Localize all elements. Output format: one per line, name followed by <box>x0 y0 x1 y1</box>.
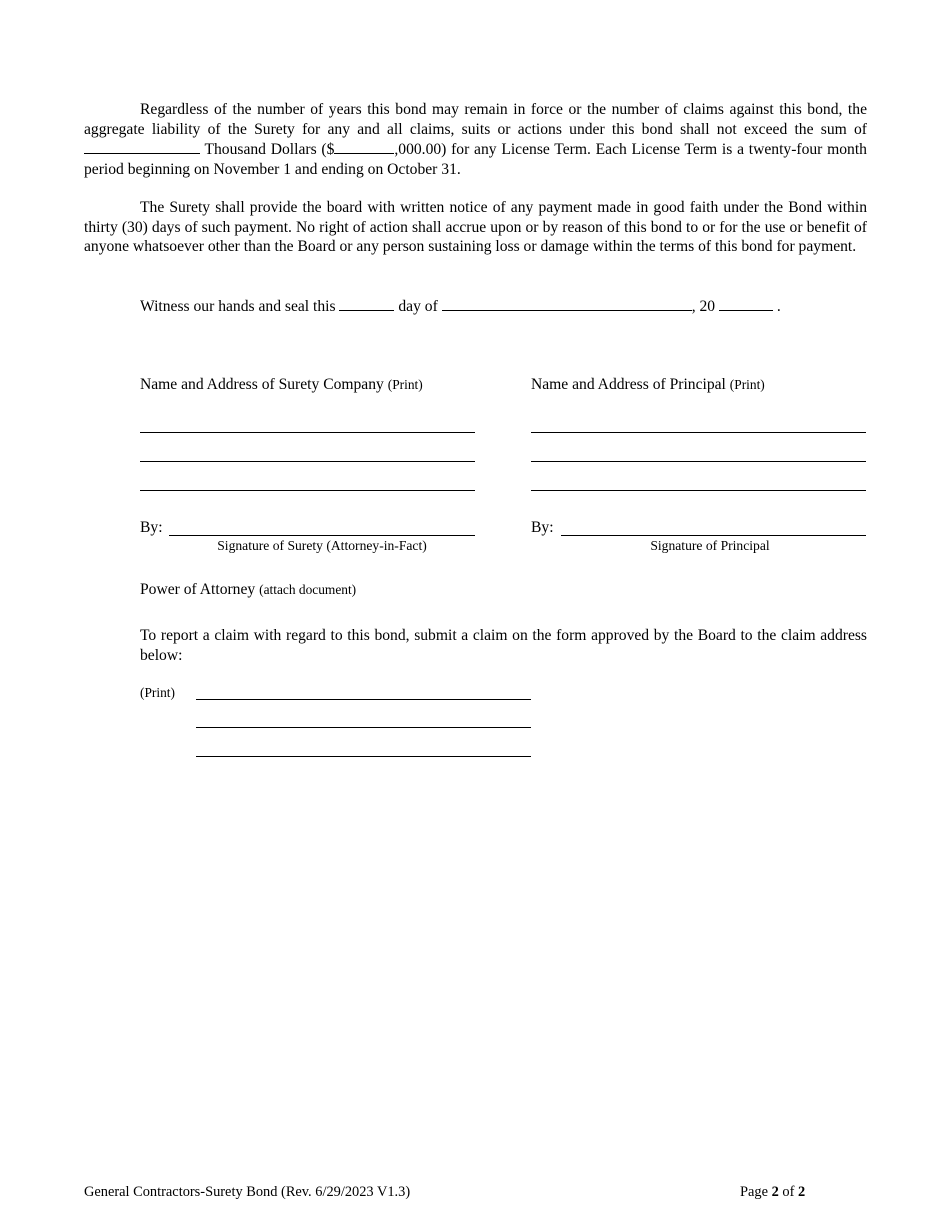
footer-page-current: 2 <box>771 1184 779 1200</box>
power-of-attorney <box>140 580 356 599</box>
witness-year-prefix: , 20 <box>691 298 716 315</box>
aggregate-liability-paragraph <box>84 100 867 179</box>
claim-address-line-1[interactable] <box>196 699 531 700</box>
footer-page-word: Page <box>740 1184 768 1200</box>
witness-day-blank[interactable] <box>339 296 394 311</box>
footer-of-word: of <box>782 1184 795 1200</box>
claim-address-line-3[interactable] <box>196 756 531 757</box>
surety-signature-line[interactable] <box>169 535 475 536</box>
witness-month-blank[interactable] <box>442 296 692 311</box>
witness-prefix: Witness our hands and seal this <box>140 298 336 315</box>
claim-print-label: (Print) <box>140 685 175 700</box>
claim-address-line-2[interactable] <box>196 727 531 728</box>
surety-heading-text: Name and Address of Surety Company <box>140 376 384 393</box>
principal-signature-line[interactable] <box>561 535 866 536</box>
witness-year-blank[interactable] <box>719 296 773 311</box>
surety-signature-caption: Signature of Surety (Attorney-in-Fact) <box>217 538 427 553</box>
witness-line <box>140 296 781 316</box>
surety-print-note: (Print) <box>387 377 423 392</box>
principal-name-line[interactable] <box>531 432 866 433</box>
power-of-attorney-note: (attach document) <box>259 582 357 597</box>
aggregate-liability-text-3: ,000.00) for any License Term. Each License Term is a twenty-four month period beginning on November 1 and ending on October 31. <box>84 141 867 178</box>
power-of-attorney-label: Power of Attorney <box>140 581 256 598</box>
notice-paragraph: The Surety shall provide the board with written notice of any payment made in good faith under the Bond within thirty (30) days of such payment. No right of action shall accrue upon or by reason of this bond to or for the use or benefit of anyone whatsoever other than the Board or any person sustaining loss or damage within the terms of this bond for payment. <box>84 199 867 255</box>
aggregate-liability-text-2: Thousand Dollars ($ <box>204 141 335 158</box>
footer-form-name: General Contractors-Surety Bond (Rev. 6/29/2023 V1.3) <box>84 1184 411 1200</box>
principal-address-line-1[interactable] <box>531 461 866 462</box>
thousand-dollars-amount-blank[interactable] <box>334 139 394 154</box>
surety-name-line[interactable] <box>140 432 475 433</box>
principal-address-line-2[interactable] <box>531 490 866 491</box>
surety-address-line-2[interactable] <box>140 490 475 491</box>
footer-page-total: 2 <box>798 1184 806 1200</box>
principal-signature-caption: Signature of Principal <box>650 538 770 553</box>
principal-heading-text: Name and Address of Principal <box>531 376 726 393</box>
principal-print-note: (Print) <box>729 377 765 392</box>
surety-heading <box>140 375 423 394</box>
claim-instructions: To report a claim with regard to this bond, submit a claim on the form approved by the Board to the claim address below: <box>140 627 867 664</box>
witness-end: . <box>776 298 781 315</box>
footer-page-number <box>740 1183 805 1202</box>
surety-by-label: By: <box>140 519 163 536</box>
principal-heading <box>531 375 765 394</box>
surety-address-line-1[interactable] <box>140 461 475 462</box>
thousand-dollars-words-blank[interactable] <box>84 139 200 154</box>
witness-day-of: day of <box>398 298 438 315</box>
principal-by-label: By: <box>531 519 554 536</box>
aggregate-liability-text-1: Regardless of the number of years this bond may remain in force or the number of claims against this bond, the aggregate liability of the Surety for any and all claims, suits or actions under this bond shall not exceed the sum of <box>84 101 867 138</box>
